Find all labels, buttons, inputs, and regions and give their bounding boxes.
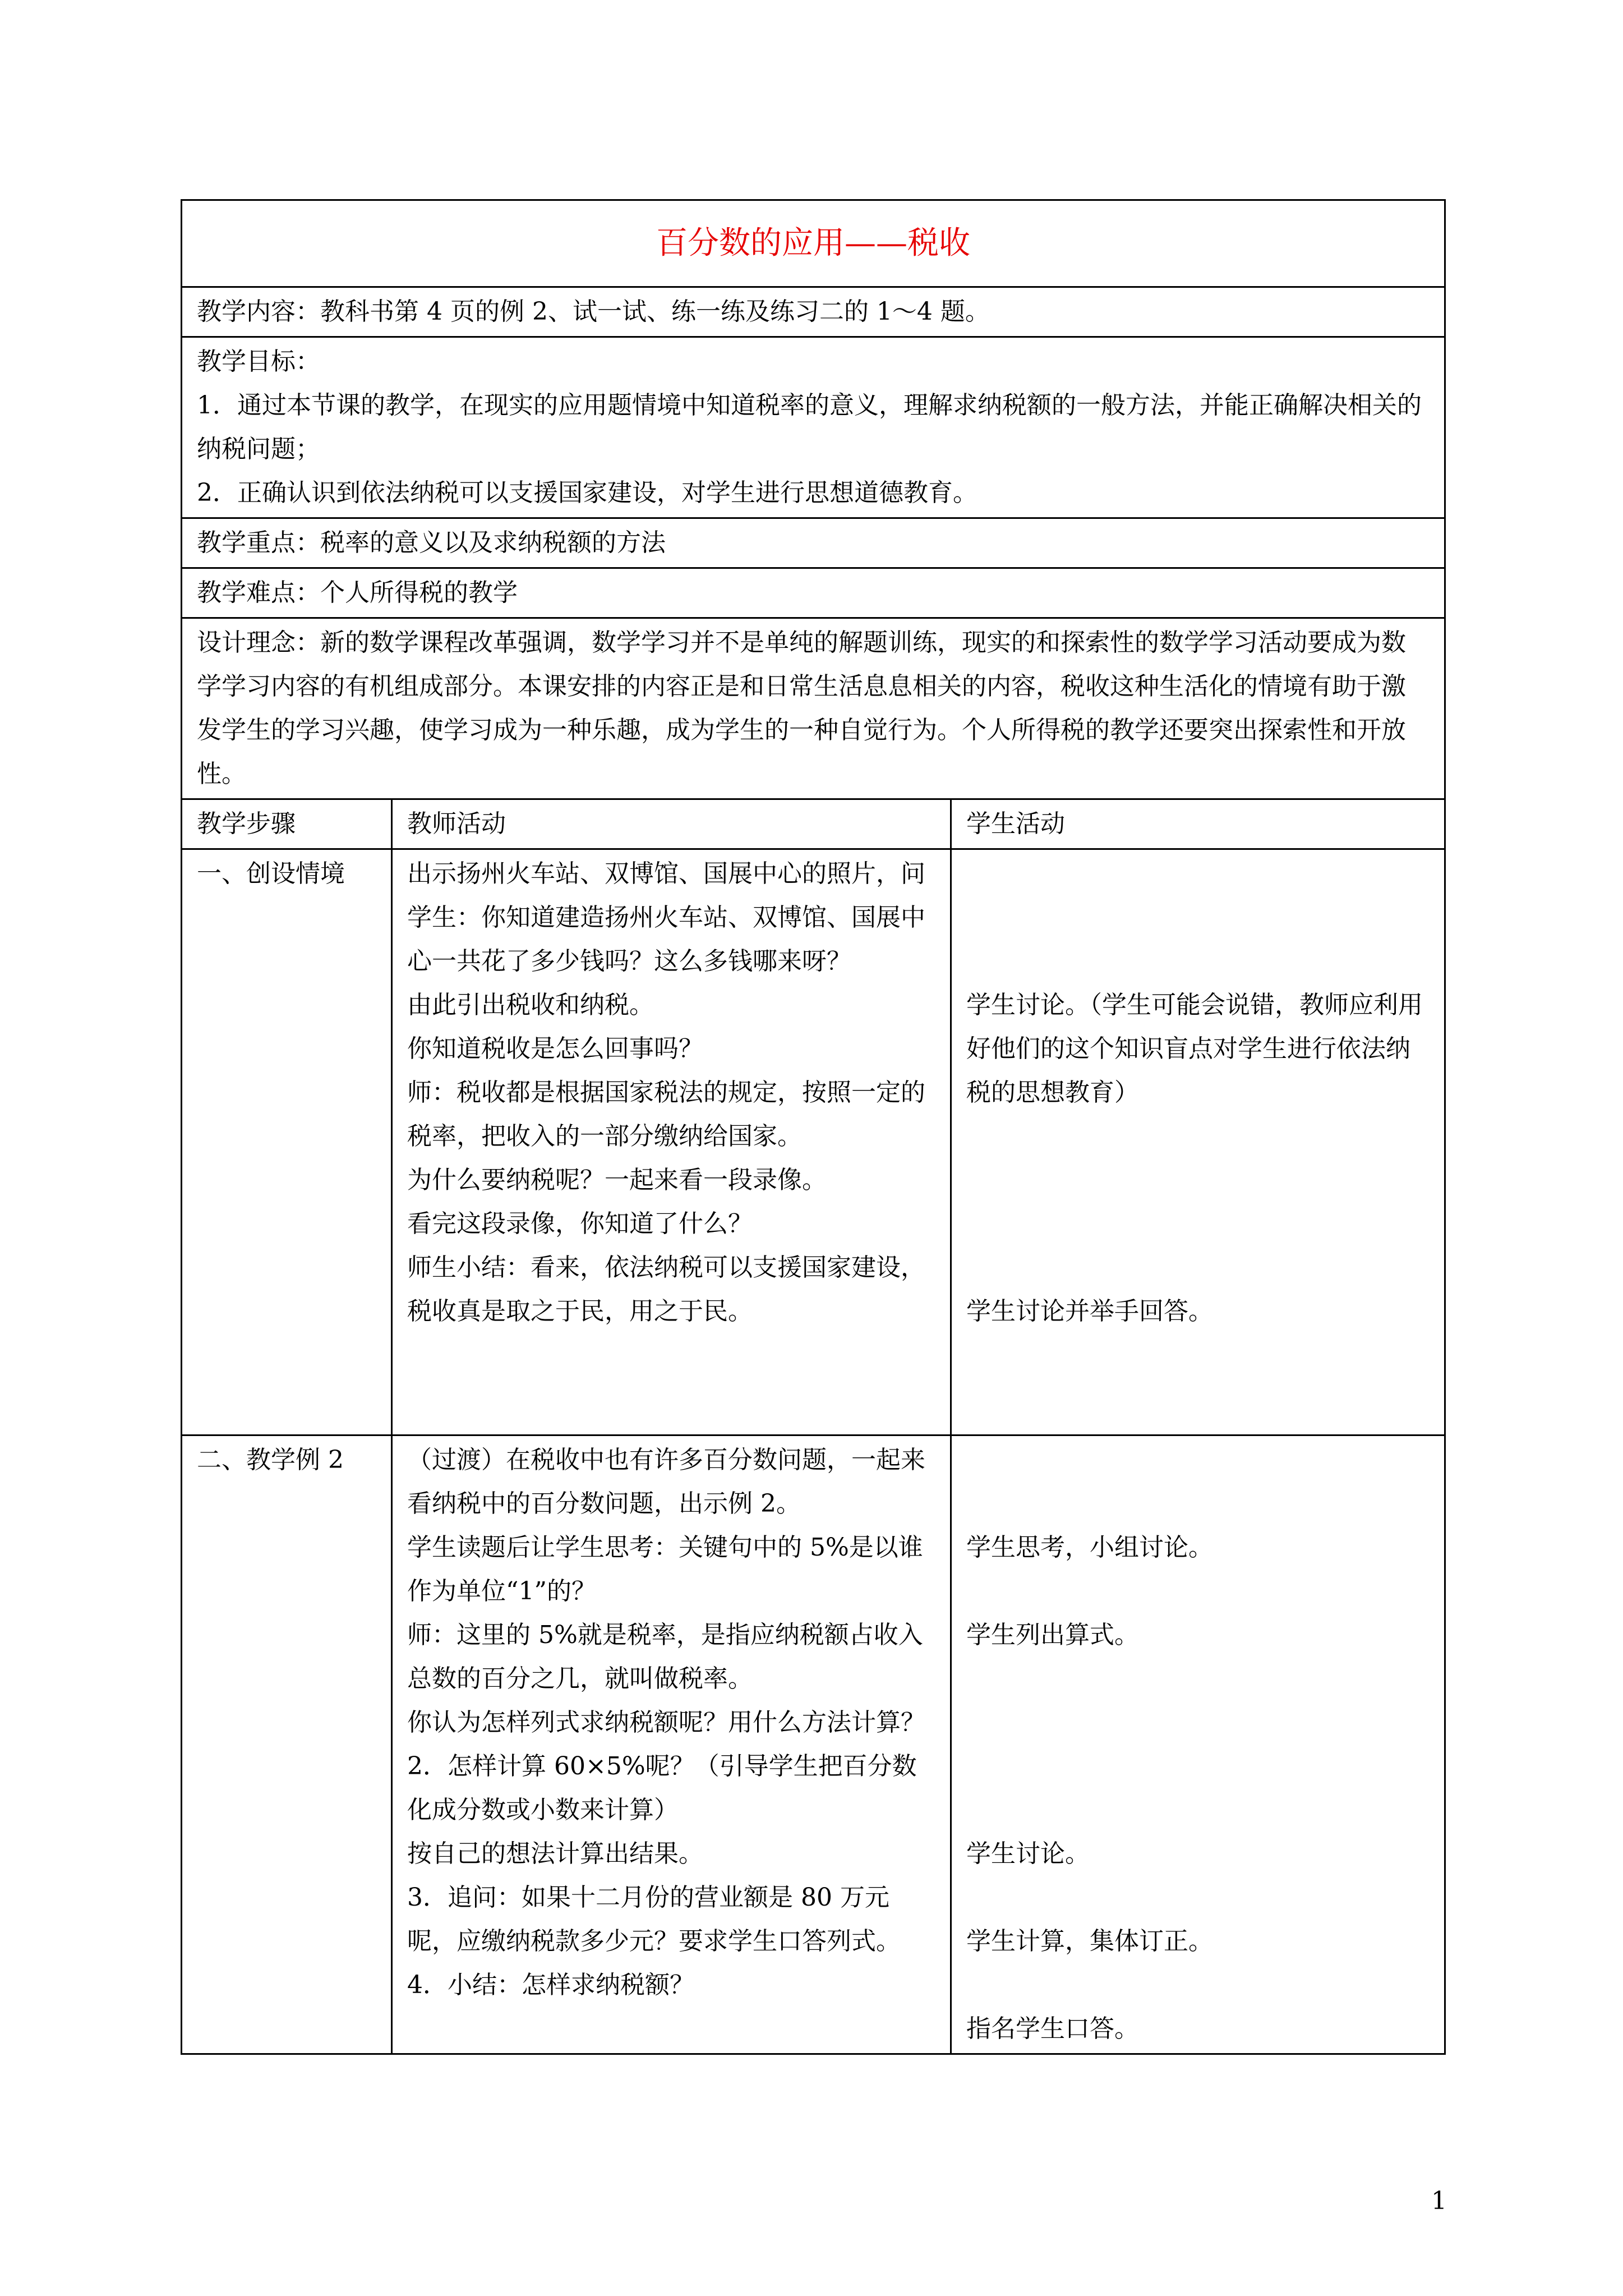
step2-teacher-cell — [392, 1435, 951, 2054]
objective-item: 1．通过本节课的教学，在现实的应用题情境中知道税率的意义，理解求纳税额的一般方法，并能正确解决相关的纳税问题； — [197, 391, 1422, 463]
teacher-activity: 师：税收都是根据国家税法的规定，按照一定的税率，把收入的一部分缴纳给国家。 — [407, 1078, 925, 1151]
lesson-plan-table — [181, 199, 1446, 2055]
objective-item: 2．正确认识到依法纳税可以支援国家建设，对学生进行思想道德教育。 — [197, 478, 978, 507]
key-point-cell — [182, 518, 1445, 568]
difficulty: 教学难点：个人所得税的教学 — [197, 578, 518, 607]
student-activity: 指名学生口答。 — [966, 2014, 1139, 2043]
step1-teacher-cell — [392, 849, 951, 1435]
step1-student-cell — [951, 849, 1445, 1435]
design-concept: 设计理念：新的数学课程改革强调，数学学习并不是单纯的解题训练，现实的和探索性的数学学习活动要成为数学学习内容的有机组成部分。本课安排的内容正是和日常生活息息相关的内容，税收这种生活化的情境有助于激发学生的学习兴趣，使学习成为一种乐趣，成为学生的一种自觉行为。个人所得税的教学还要突出探索性和开放性。 — [197, 628, 1406, 788]
header-student: 学生活动 — [951, 799, 1445, 849]
objectives-label: 教学目标： — [197, 347, 320, 376]
teaching-content: 教学内容：教科书第 4 页的例 2、试一试、练一练及练习二的 1～4 题。 — [197, 297, 990, 326]
student-activity: 学生计算，集体订正。 — [966, 1927, 1213, 1955]
teacher-activity: 3．追问：如果十二月份的营业额是 80 万元呢，应缴纳税款多少元？要求学生口答列式。 — [407, 1883, 901, 1955]
content-cell — [182, 287, 1445, 337]
teacher-activity: 看完这段录像，你知道了什么？ — [407, 1209, 753, 1238]
teacher-activity: 学生读题后让学生思考：关键句中的 5%是以谁作为单位“1”的？ — [407, 1533, 923, 1605]
student-activity: 学生思考，小组讨论。 — [966, 1533, 1213, 1562]
page-title: 百分数的应用——税收 — [656, 225, 970, 261]
design-concept-cell — [182, 618, 1445, 799]
teacher-activity: 4．小结：怎样求纳税额？ — [407, 1971, 694, 1999]
student-activity: 学生列出算式。 — [966, 1621, 1139, 1649]
header-teacher: 教师活动 — [392, 799, 951, 849]
teacher-activity: 你知道税收是怎么回事吗？ — [407, 1034, 703, 1063]
teacher-activity: 按自己的想法计算出结果。 — [407, 1839, 703, 1868]
teacher-activity: 师：这里的 5%就是税率，是指应纳税额占收入总数的百分之几，就叫做税率。 — [407, 1621, 923, 1693]
teacher-activity: 出示扬州火车站、双博馆、国展中心的照片，问学生：你知道建造扬州火车站、双博馆、国展中心一共花了多少钱吗？这么多钱哪来呀？ — [407, 859, 925, 976]
teacher-activity: （过渡）在税收中也有许多百分数问题，一起来看纳税中的百分数问题，出示例 2。 — [407, 1446, 925, 1518]
key-point: 教学重点：税率的意义以及求纳税额的方法 — [197, 528, 666, 557]
teacher-activity: 2．怎样计算 60×5%呢？（引导学生把百分数化成分数或小数来计算） — [407, 1752, 917, 1824]
student-activity: 学生讨论。（学生可能会说错，教师应利用好他们的这个知识盲点对学生进行依法纳税的思想教育） — [966, 991, 1423, 1107]
page-number: 1 — [1431, 2187, 1447, 2215]
teacher-activity: 为什么要纳税呢？一起来看一段录像。 — [407, 1166, 827, 1194]
teacher-activity: 你认为怎样列式求纳税额呢？用什么方法计算？ — [407, 1708, 925, 1737]
header-step: 教学步骤 — [182, 799, 392, 849]
student-activity: 学生讨论。 — [966, 1839, 1090, 1868]
student-activity: 学生讨论并举手回答。 — [966, 1297, 1213, 1326]
title-cell — [182, 200, 1445, 287]
objectives-cell — [182, 337, 1445, 518]
step2-name: 二、教学例 2 — [182, 1435, 392, 2054]
step2-student-cell — [951, 1435, 1445, 2054]
difficulty-cell — [182, 568, 1445, 618]
teacher-activity: 师生小结：看来，依法纳税可以支援国家建设，税收真是取之于民，用之于民。 — [407, 1253, 925, 1326]
teacher-activity: 由此引出税收和纳税。 — [407, 991, 654, 1019]
step1-name: 一、创设情境 — [182, 849, 392, 1435]
